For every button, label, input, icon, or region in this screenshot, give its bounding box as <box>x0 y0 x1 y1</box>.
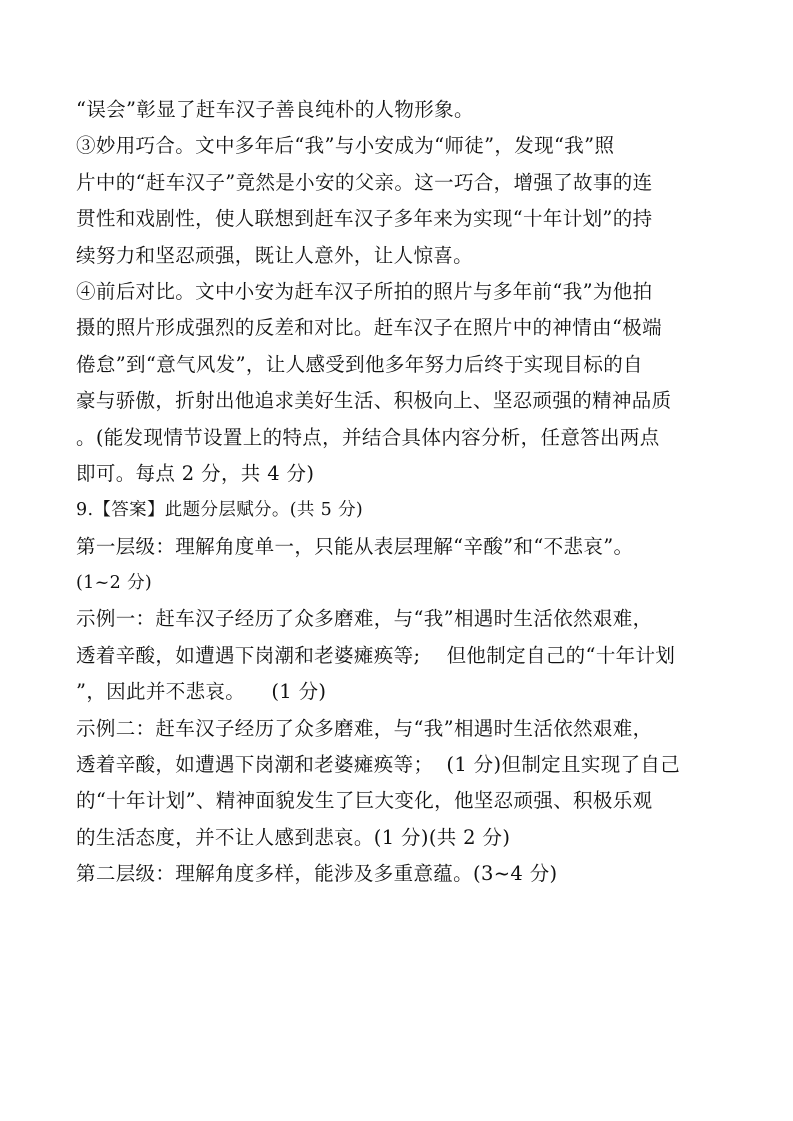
text-line: 示例二：赶车汉子经历了众多磨难，与“我”相遇时生活依然艰难， <box>76 716 653 740</box>
text-line: 示例一：赶车汉子经历了众多磨难，与“我”相遇时生活依然艰难， <box>76 607 653 631</box>
answer-text-block <box>76 92 726 893</box>
text-line: 第一层级：理解角度单一，只能从表层理解“辛酸”和“不悲哀”。 <box>76 534 634 558</box>
text-line: 透着辛酸，如遭遇下岗潮和老婆瘫痪等; 但他制定自己的“十年计划 <box>76 643 676 667</box>
text-line: ④前后对比。文中小安为赶车汉子所拍的照片与多年前“我”为他拍 <box>76 279 653 303</box>
text-line: 片中的“赶车汉子”竟然是小安的父亲。这一巧合，增强了故事的连 <box>76 170 653 194</box>
text-line: 即可。每点 2 分，共 4 分) <box>76 461 315 485</box>
text-line: 摄的照片形成强烈的反差和对比。赶车汉子在照片中的神情由“极端 <box>76 316 662 340</box>
text-line: 。(能发现情节设置上的特点，并结合具体内容分析，任意答出两点 <box>76 425 660 449</box>
text-line: 的生活态度，并不让人感到悲哀。(1 分)(共 2 分) <box>76 825 511 849</box>
question-heading: 9.【答案】此题分层赋分。(共 5 分) <box>76 500 364 521</box>
text-line: 续努力和坚忍顽强，既让人意外，让人惊喜。 <box>76 243 474 267</box>
text-line: ”，因此并不悲哀。 (1 分) <box>76 680 327 704</box>
text-line: 透着辛酸，如遭遇下岗潮和老婆瘫痪等； (1 分)但制定且实现了自己 <box>76 753 681 777</box>
text-line: 贯性和戏剧性，使人联想到赶车汉子多年来为实现“十年计划”的持 <box>76 207 653 231</box>
text-line: 豪与骄傲，折射出他追求美好生活、积极向上、坚忍顽强的精神品质 <box>76 389 672 413</box>
text-line: ③妙用巧合。文中多年后“我”与小安成为“师徒”，发现“我”照 <box>76 134 615 158</box>
score-range: (1~2 分) <box>76 573 153 594</box>
text-line: 倦怠”到“意气风发”，让人感受到他多年努力后终于实现目标的自 <box>76 352 643 376</box>
text-line: “误会”彰显了赶车汉子善良纯朴的人物形象。 <box>76 98 474 121</box>
text-line: 的“十年计划”、精神面貌发生了巨大变化，他坚忍顽强、积极乐观 <box>76 789 653 813</box>
text-line: 第二层级：理解角度多样，能涉及多重意蕴。(3~4 分) <box>76 862 558 886</box>
